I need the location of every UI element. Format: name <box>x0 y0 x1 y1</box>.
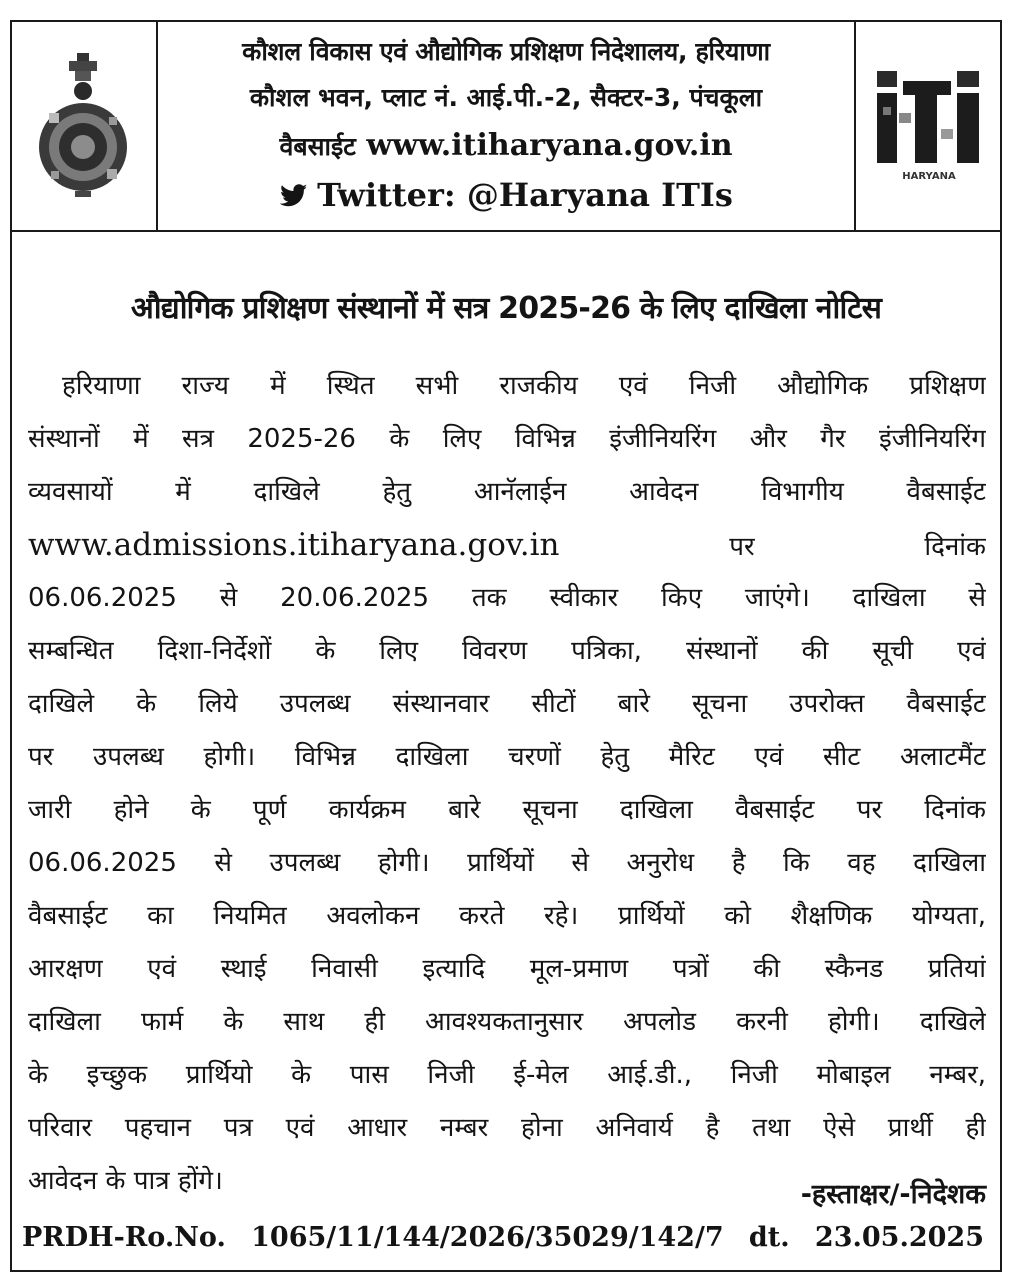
twitter-handle: Twitter: @Haryana ITIs <box>317 176 733 214</box>
website-label: वैबसाईट <box>279 132 356 161</box>
url-suffix: पर दिनांक <box>729 532 986 562</box>
notice-line: दाखिला फार्म के साथ ही आवश्यकतानुसार अपलोड करनी होगी। दाखिले <box>28 1007 986 1037</box>
notice-line: आरक्षण एवं स्थाई निवासी इत्यादि मूल-प्रमाण पत्रों की स्कैनड प्रतियां <box>28 954 986 984</box>
notice-line: वैबसाईट का नियमित अवलोकन करते रहे। प्रार्थियों को शैक्षणिक योग्यता, <box>28 901 986 931</box>
notice-url-line <box>28 519 986 572</box>
notice-line: जारी होने के पूर्ण कार्यक्रम बारे सूचना दाखिला वैबसाईट पर दिनांक <box>28 795 986 825</box>
notice-line: पर उपलब्ध होगी। विभिन्न दाखिला चरणों हेतु मैरिट एवं सीट अलाटमैंट <box>28 742 986 772</box>
org-address: कौशल भवन, प्लाट नं. आई.पी.-2, सैक्टर-3, पंचकूला <box>249 83 763 112</box>
notice-line: व्यवसायों में दाखिले हेतु आनॅलाईन आवेदन विभागीय वैबसाईट <box>28 477 986 507</box>
org-name: कौशल विकास एवं औद्योगिक प्रशिक्षण निदेशालय, हरियाणा <box>242 37 770 66</box>
notice-line: के इच्छुक प्रार्थियो के पास निजी ई-मेल आई.डी., निजी मोबाइल नम्बर, <box>28 1060 986 1090</box>
header-text-block <box>158 20 854 230</box>
iti-logo-icon <box>873 67 985 183</box>
notice-body <box>28 360 986 1208</box>
twitter-bird-icon <box>279 184 309 208</box>
notice-line: 06.06.2025 से उपलब्ध होगी। प्रार्थियों से अनुरोध है कि वह दाखिला <box>28 848 986 878</box>
notice-line: हरियाणा राज्य में स्थित सभी राजकीय एवं निजी औद्योगिक प्रशिक्षण <box>62 371 986 401</box>
notice-line: संस्थानों में सत्र 2025-26 के लिए विभिन्न इंजीनियरिंग और गैर इंजीनियरिंग <box>28 424 986 454</box>
signature: -हस्ताक्षर/-निदेशक <box>800 1179 986 1210</box>
iti-logo-text: iti <box>873 67 875 68</box>
admission-website-link[interactable]: www.admissions.itiharyana.gov.in <box>28 527 560 563</box>
haryana-emblem <box>10 20 158 230</box>
notice-line: परिवार पहचान पत्र एवं आधार नम्बर होना अनिवार्य है तथा ऐसे प्रार्थी ही <box>28 1113 986 1143</box>
iti-logo <box>854 20 1002 230</box>
website-line <box>158 128 854 163</box>
notice-title: औद्योगिक प्रशिक्षण संस्थानों में सत्र 2025-26 के लिए दाखिला नोटिस <box>130 291 882 326</box>
haryana-emblem-icon <box>31 51 135 199</box>
notice-line: 06.06.2025 से 20.06.2025 तक स्वीकार किए जाएंगे। दाखिला से <box>28 583 986 613</box>
notice-header <box>10 20 1002 232</box>
notice-line: दाखिले के लिये उपलब्ध संस्थानवार सीटों बारे सूचना उपरोक्त वैबसाईट <box>28 689 986 719</box>
notice-line: सम्बन्धित दिशा-निर्देशों के लिए विवरण पत्रिका, संस्थानों की सूची एवं <box>28 636 986 666</box>
footer-reference: PRDH-Ro.No. 1065/11/144/2026/35029/142/7 dt. 23.05.2025 <box>22 1222 984 1253</box>
website-url-link[interactable]: www.itiharyana.gov.in <box>366 128 733 163</box>
twitter-line[interactable] <box>158 176 854 214</box>
notice-line: आवेदन के पात्र होंगे। <box>28 1166 223 1196</box>
iti-logo-caption: HARYANA <box>902 171 956 182</box>
